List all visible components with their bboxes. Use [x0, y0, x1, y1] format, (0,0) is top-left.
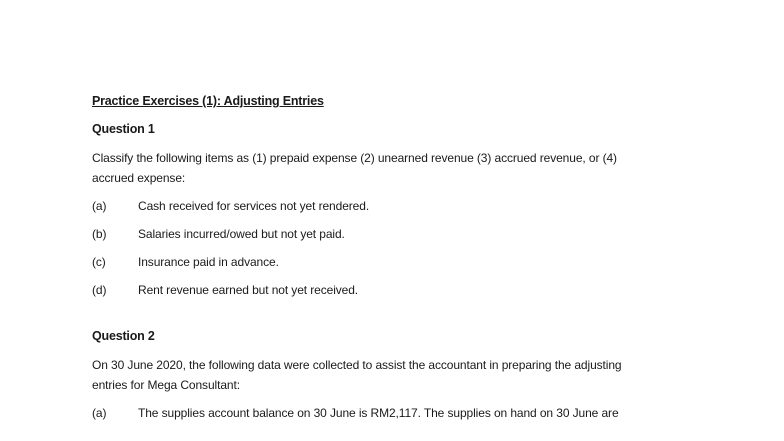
question-1-heading: Question 1: [92, 122, 155, 136]
question-1-intro-line-1: Classify the following items as (1) prepaid expense (2) unearned revenue (3) accrued revenue, or (4): [92, 151, 617, 165]
question-2-intro-line-2: entries for Mega Consultant:: [92, 378, 240, 392]
question-1-intro: [92, 148, 692, 188]
item-label: (b): [92, 227, 107, 241]
question-1-item-b: [92, 224, 692, 244]
item-text: Rent revenue earned but not yet received.: [138, 283, 359, 297]
item-label: (c): [92, 255, 106, 269]
question-2-intro-line-1: On 30 June 2020, the following data were collected to assist the accountant in preparing the adjusting: [92, 358, 622, 372]
question-1-item-d: [92, 280, 692, 300]
item-label: (a): [92, 406, 107, 420]
question-1-item-a: [92, 196, 692, 216]
question-2-intro: [92, 355, 692, 395]
question-2-item-a: [92, 403, 692, 423]
item-label: (d): [92, 283, 107, 297]
item-text: Insurance paid in advance.: [138, 255, 279, 269]
question-1-item-c: [92, 252, 692, 272]
document-body: [92, 94, 692, 423]
item-text: The supplies account balance on 30 June is RM2,117. The supplies on hand on 30 June are: [138, 406, 619, 420]
question-2-heading: Question 2: [92, 329, 155, 343]
question-1-intro-line-2: accrued expense:: [92, 171, 186, 185]
item-label: (a): [92, 199, 107, 213]
item-text: Salaries incurred/owed but not yet paid.: [138, 227, 345, 241]
item-text: Cash received for services not yet rendered.: [138, 199, 370, 213]
document-title: Practice Exercises (1): Adjusting Entries: [92, 94, 324, 108]
